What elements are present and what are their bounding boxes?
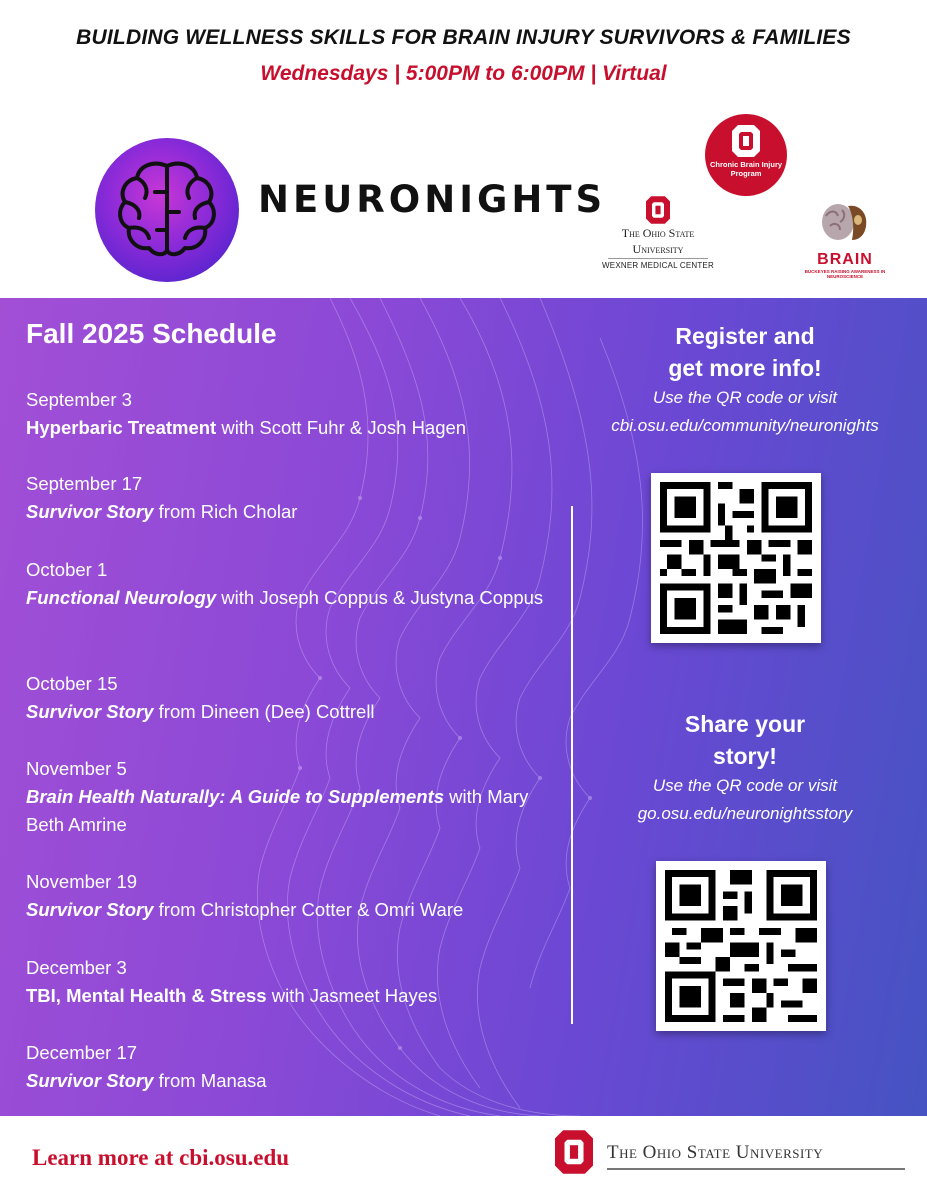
share-heading-line1: Share your — [684, 711, 806, 737]
osu-name-line2: University — [632, 242, 684, 256]
brain-org-tagline: BUCKEYES RAISING AWARENESS IN NEUROSCIENCE — [804, 269, 886, 279]
neuronights-logo — [90, 118, 607, 283]
register-section — [590, 320, 900, 440]
event-date: September 17 — [26, 473, 143, 494]
brain-head-icon — [820, 200, 870, 244]
learn-more-link[interactable]: Learn more at cbi.osu.edu — [32, 1145, 290, 1170]
share-url-link[interactable]: go.osu.edu/neuronightsstory — [637, 804, 853, 823]
flyer-subtitle: Wednesdays | 5:00PM to 6:00PM | Virtual — [260, 62, 667, 85]
event-item — [26, 470, 546, 526]
brain-org-logo — [790, 200, 900, 280]
osu-footer-logo — [555, 1130, 905, 1180]
osu-footer-name: The Ohio State University — [607, 1142, 824, 1163]
event-item — [26, 755, 546, 839]
event-date: November 19 — [26, 871, 138, 892]
event-presenters: from Dineen (Dee) Cottrell — [153, 701, 375, 722]
event-topic: TBI, Mental Health & Stress — [26, 985, 267, 1006]
block-o-icon — [732, 125, 760, 157]
block-o-icon — [646, 196, 670, 224]
event-topic: Survivor Story — [26, 701, 154, 722]
event-topic: Brain Health Naturally: A Guide to Supplements — [26, 786, 445, 807]
event-presenters: from Rich Cholar — [153, 501, 298, 522]
schedule-panel — [0, 298, 927, 1116]
osu-wexner-logo — [596, 196, 720, 276]
register-heading-line1: Register and — [675, 323, 815, 349]
brain-icon — [95, 138, 239, 282]
event-presenters: with Joseph Coppus & Justyna Coppus — [216, 587, 544, 608]
share-qr-code[interactable] — [656, 861, 826, 1031]
event-item — [26, 556, 546, 612]
osu-name-line1: The Ohio State — [621, 226, 695, 240]
event-presenters: from Manasa — [153, 1070, 267, 1091]
event-item — [26, 670, 546, 726]
event-presenters: with Mary Beth Amrine — [26, 786, 529, 835]
event-topic: Survivor Story — [26, 899, 154, 920]
event-topic: Survivor Story — [26, 501, 154, 522]
cbi-program-logo — [705, 114, 787, 196]
event-topic: Survivor Story — [26, 1070, 154, 1091]
brain-org-word: BRAIN — [817, 251, 873, 268]
event-date: October 15 — [26, 673, 118, 694]
register-instructions: Use the QR code or visit — [652, 388, 838, 407]
event-item — [26, 1039, 546, 1095]
event-topic: Functional Neurology — [26, 587, 217, 608]
wexner-label: WEXNER MEDICAL CENTER — [602, 261, 714, 270]
event-item — [26, 954, 546, 1010]
block-o-icon — [555, 1130, 593, 1174]
share-instructions: Use the QR code or visit — [652, 776, 838, 795]
register-qr-code[interactable] — [651, 473, 821, 643]
column-divider — [571, 506, 573, 1024]
schedule-title: Fall 2025 Schedule — [26, 318, 277, 349]
event-topic: Hyperbaric Treatment — [26, 417, 217, 438]
event-date: December 17 — [26, 1042, 138, 1063]
share-heading-line2: story! — [713, 743, 777, 769]
event-presenters: with Scott Fuhr & Josh Hagen — [216, 417, 467, 438]
share-section — [590, 708, 900, 828]
event-item — [26, 868, 546, 924]
event-presenters: with Jasmeet Hayes — [266, 985, 438, 1006]
event-date: October 1 — [26, 559, 108, 580]
event-date: September 3 — [26, 389, 132, 410]
event-item — [26, 386, 546, 442]
register-heading-line2: get more info! — [668, 355, 822, 381]
flyer-title: BUILDING WELLNESS SKILLS FOR BRAIN INJURY SURVIVORS & FAMILIES — [76, 26, 851, 49]
event-presenters: from Christopher Cotter & Omri Ware — [153, 899, 464, 920]
neuronights-wordmark: NEURONIGHTS — [258, 178, 607, 221]
event-date: December 3 — [26, 957, 127, 978]
cbi-program-name: Chronic Brain Injury Program — [709, 160, 783, 178]
register-url-link[interactable]: cbi.osu.edu/community/neuronights — [611, 416, 879, 435]
event-date: November 5 — [26, 758, 127, 779]
